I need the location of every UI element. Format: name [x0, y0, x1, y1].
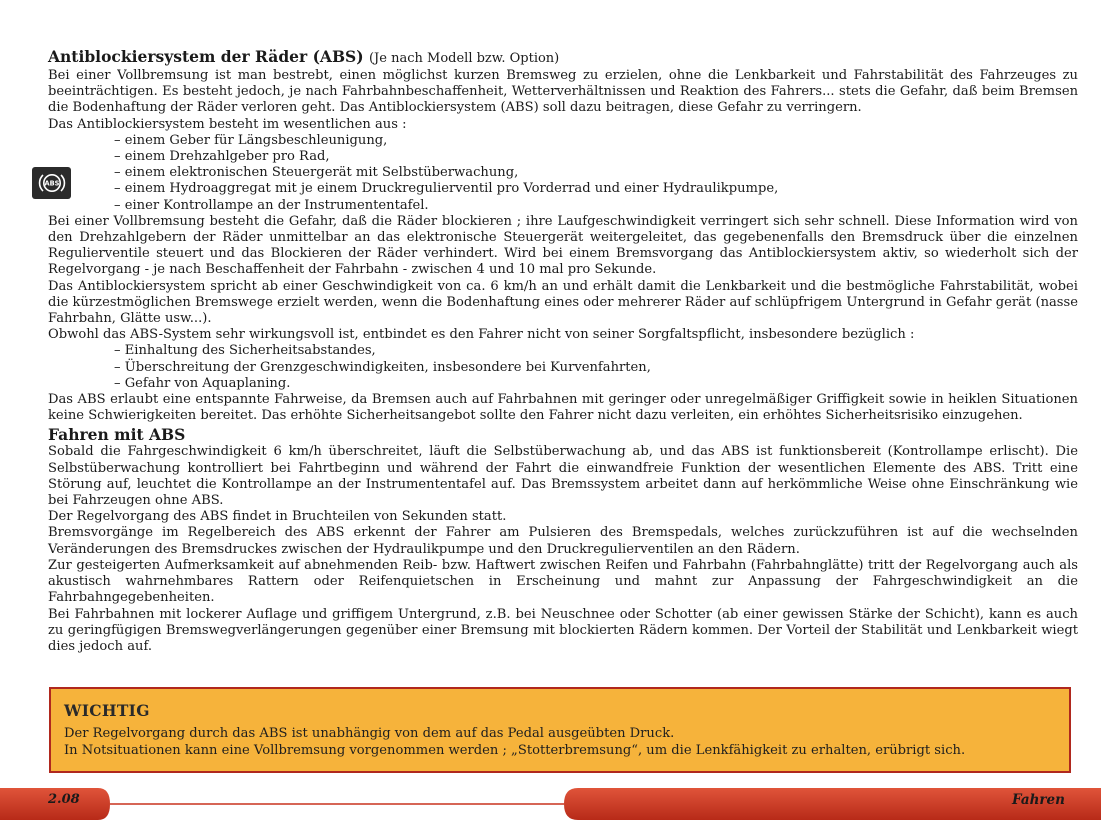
driving-paragraph-3: Bremsvorgänge im Regelbereich des ABS erkennt der Fahrer am Pulsieren des Bremspedals, welches zurückzuführen ist auf die wechselnden Veränderungen des Bremsdruckes zwischen der Hydraulikpumpe und den Druckregulierventilen an den Rädern.	[48, 525, 1078, 557]
list-item: – Überschreitung der Grenzgeschwindigkeiten, insbesondere bei Kurvenfahrten,	[114, 360, 1078, 376]
important-note-title: WICHTIG	[64, 701, 150, 720]
abs-icon-label: ABS	[44, 179, 59, 188]
speed-paragraph: Das Antiblockiersystem spricht ab einer Geschwindigkeit von ca. 6 km/h an und erhält damit die Lenkbarkeit und die bestmögliche Fahrstabilität, wobei die kürzestmöglichen Bremswege erzielt werden, wenn die Bodenhaftung eines oder mehrerer Räder auf schlüpfrigem Untergrund in Gefahr gerät (nasse Fahrbahn, Glätte usw...).	[48, 278, 1078, 327]
duty-paragraph: Obwohl das ABS-System sehr wirkungsvoll ist, entbindet es den Fahrer nicht von seiner Sorgfaltspflicht, insbesondere bezüglich :	[48, 327, 915, 343]
driving-heading: Fahren mit ABS	[48, 425, 186, 445]
abs-heading	[48, 48, 1078, 68]
abs-warning-icon-graphic	[37, 170, 67, 196]
components-intro: Das Antiblockiersystem besteht im wesentlichen aus :	[48, 116, 407, 132]
abs-heading-option: (Je nach Modell bzw. Option)	[368, 51, 560, 66]
list-item: – Einhaltung des Sicherheitsabstandes,	[114, 343, 1078, 359]
list-item: – einem elektronischen Steuergerät mit Selbstüberwachung,	[114, 165, 1078, 181]
duties-list	[48, 343, 1078, 392]
abs-heading-text: Antiblockiersystem der Räder (ABS)	[48, 47, 364, 66]
driving-paragraph-1: Sobald die Fahrgeschwindigkeit 6 km/h überschreitet, läuft die Selbstüberwachung ab, und das ABS ist funktionsbereit (Kontrollampe erlischt). Die Selbstüberwachung kontrolliert bei Fahrtbeginn und während der Fahrt die einwandfreie Funktion der wesentlichen Elemente des ABS. Tritt eine Störung auf, leuchtet die Kontrollampe an der Instrumententafel auf. Das Bremssystem arbeitet dann auf herkömmliche Weise ohne Einschränkung wie bei Fahrzeugen ohne ABS.	[48, 444, 1078, 509]
important-note-line-2: In Notsituationen kann eine Vollbremsung vorgenommen werden ; „Stotterbremsung“, um die Lenkfähigkeit zu erhalten, erübrigt sich.	[64, 743, 966, 758]
section-name: Fahren	[1012, 792, 1065, 808]
list-item: – Gefahr von Aquaplaning.	[114, 376, 1078, 392]
abs-warning-icon	[32, 167, 71, 199]
list-item: – einem Geber für Längsbeschleunigung,	[114, 133, 1078, 149]
manual-page	[48, 48, 1078, 655]
page-number: 2.08	[48, 792, 80, 807]
important-note-line-1: Der Regelvorgang durch das ABS ist unabhängig von dem auf das Pedal ausgeübten Druck.	[64, 726, 675, 741]
driving-paragraph-5: Bei Fahrbahnen mit lockerer Auflage und griffigem Untergrund, z.B. bei Neuschnee oder Schotter (ab einer gewissen Stärke der Schicht), kann es auch zu geringfügigen Bremswegverlängerungen gegenüber einer Bremsung mit blockierten Rädern kommen. Der Vorteil der Stabilität und Lenkbarkeit wiegt dies jedoch auf.	[48, 606, 1078, 654]
driving-paragraph-2: Der Regelvorgang des ABS findet in Bruchteilen von Sekunden statt.	[48, 509, 507, 525]
function-paragraph: Bei einer Vollbremsung besteht die Gefahr, daß die Räder blockieren ; ihre Laufgeschwindigkeit verringert sich sehr schnell. Diese Information wird von den Drehzahlgebern der Räder unmittelbar an das elektronische Steuergerät weitergeleitet, das gegebenenfalls den Bremsdruck über die einzelnen Regulierventile steuert und das Blockieren der Räder verhindert. Wird bei einem Bremsvorgang das Antiblockiersystem aktiv, so wiederholt sich der Regelvorgang - je nach Beschaffenheit der Fahrbahn - zwischen 4 und 10 mal pro Sekunde.	[48, 213, 1078, 278]
intro-paragraph: Bei einer Vollbremsung ist man bestrebt, einen möglichst kurzen Bremsweg zu erzielen, ohne die Lenkbarkeit und Fahrstabilität des Fahrzeuges zu beeinträchtigen. Es besteht jedoch, je nach Fahrbahnbeschaffenheit, Wetterverhältnissen und Reaktion des Fahrers... stets die Gefahr, daß beim Bremsen die Bodenhaftung der Räder verloren geht. Das Antiblockiersystem (ABS) soll dazu beitragen, diese Gefahr zu verringern.	[48, 68, 1078, 116]
components-list	[48, 133, 1078, 214]
list-item: – einem Drehzahlgeber pro Rad,	[114, 149, 1078, 165]
list-item: – einem Hydroaggregat mit je einem Druckregulierventil pro Vorderrad und einer Hydraulikpumpe,	[114, 181, 1078, 197]
relaxed-paragraph: Das ABS erlaubt eine entspannte Fahrweise, da Bremsen auch auf Fahrbahnen mit geringer oder unregelmäßiger Griffigkeit sowie in heiklen Situationen keine Schwierigkeiten bereitet. Das erhöhte Sicherheitsangebot sollte den Fahrer nicht dazu verleiten, ein erhöhtes Sicherheitsrisiko einzugehen.	[48, 392, 1078, 424]
footer-bar	[0, 780, 1101, 828]
list-item: – einer Kontrollampe an der Instrumententafel.	[114, 198, 1078, 214]
driving-paragraph-4: Zur gesteigerten Aufmerksamkeit auf abnehmenden Reib- bzw. Haftwert zwischen Reifen und Fahrbahn (Fahrbahnglätte) tritt der Regelvorgang auch als akustisch wahrnehmbares Rattern oder Reifenquietschen in Erscheinung und mahnt zur Anpassung der Fahrgeschwindigkeit an die Fahrbahngegebenheiten.	[48, 557, 1078, 606]
important-note	[49, 687, 1071, 773]
